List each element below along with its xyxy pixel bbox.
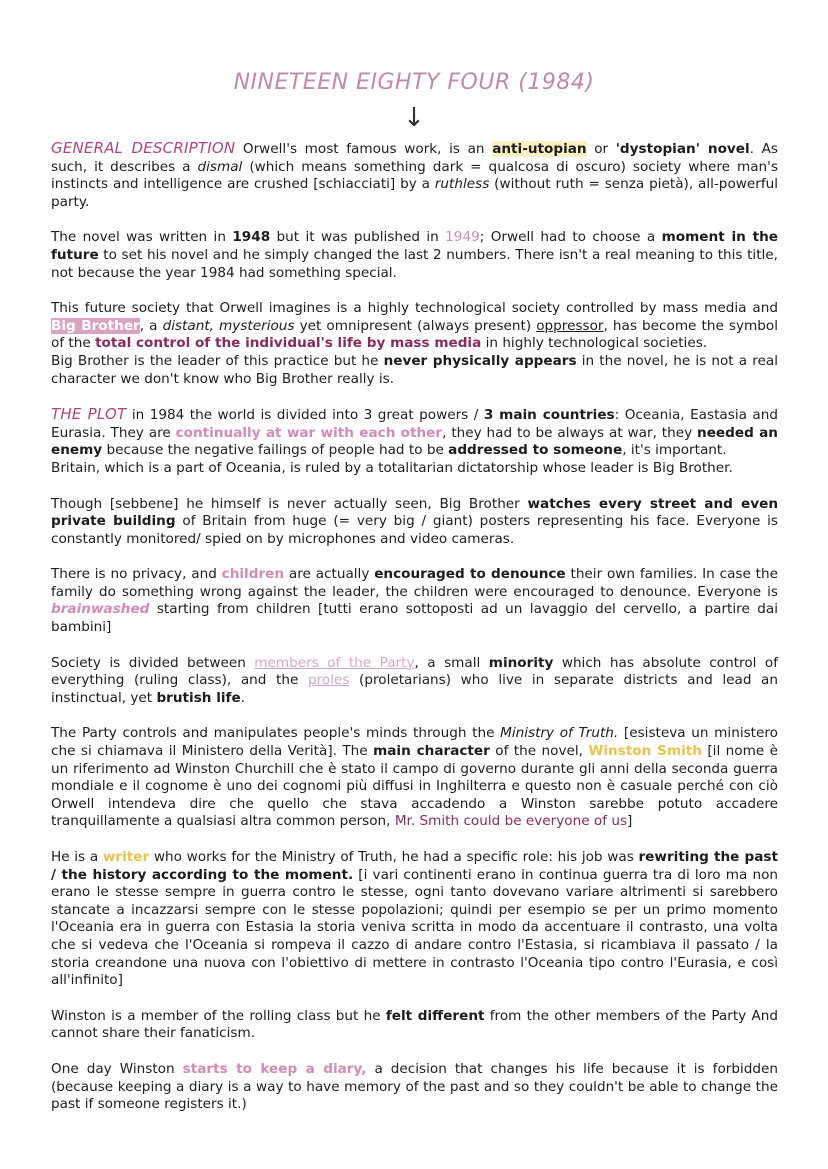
paragraph-writer — [51, 849, 778, 990]
text: (proletarians) who live in separate districts and lead an instinctual, yet — [51, 672, 778, 706]
text: Britain, which is a part of Oceania, is ruled by a totalitarian dictatorship whose leader is Big Brother. — [51, 459, 733, 476]
page-title: NINETEEN EIGHTY FOUR (1984) — [233, 70, 595, 95]
pink-keep-a-diary: starts to keep a diary, — [182, 1060, 367, 1077]
italic-ministry-of-truth: Ministry of Truth. — [500, 725, 619, 742]
text: of Britain from huge (= very big / giant) posters representing his face. Everyone is constantly monitored/ spied on by microphones and video cameras. — [51, 513, 778, 547]
text: One day Winston — [51, 1060, 183, 1077]
text: [i vari continenti erano in continua guerra tra di loro ma non erano le stesse sempre in guerra contro le stesse, ogni tanto dovevano variare altrimenti si sarebbero stancate a incazzarsi sempre con le stesse popolazioni; quindi per esempio se per un primo momento l'Oceania era in guerra con Estasia la storia veniva scritta in modo da accentuare il contrasto, una volta che si vedeva che l'Oceania si rompeva il cazzo di andare contro l'Estasia, si ricambiava il passato / la storia creandone una nuova con l'obiettivo di mettere in contrasto l'Oceania tipo contro l'Eurasia, e così all'infinito] — [51, 866, 779, 989]
gold-writer: writer — [102, 849, 150, 865]
paragraph-surveillance — [51, 496, 778, 549]
pink-brainwashed: brainwashed — [51, 601, 150, 618]
text: yet omnipresent (always present) — [294, 317, 537, 334]
paragraph-ministry-of-truth — [51, 725, 778, 831]
text: , it's important. — [622, 442, 727, 459]
text: . As such, it describes a — [51, 141, 778, 175]
text: a decision that changes his life because it is forbidden (because keeping a diary is a way to have memory of the past and so they couldn't be able to change the past if someone registers it.) — [51, 1060, 778, 1113]
year-1949: 1949 — [445, 229, 480, 246]
text: The Party controls and manipulates people's minds through the — [51, 725, 501, 742]
text: from the other members of the Party And cannot share their fanaticism. — [51, 1007, 778, 1042]
pink-continually-at-war: continually at war with each other — [175, 424, 443, 441]
gold-winston-smith: Winston Smith — [588, 743, 702, 760]
text: [esisteva un ministero che si chiamava il Ministero della Verità]. The — [51, 725, 778, 760]
text: Winston is a member of the rolling class but he — [51, 1007, 386, 1024]
text: are actually — [284, 566, 375, 583]
text: [il nome è un riferimento ad Winston Churchill che è stato il campo di governo durante gli anni della seconda guerra mondiale e il cognome è uno dei cognomi più diffusi in Inghilterra e questo non è casuale perché con ciò Orwell intendeva dire che quello che stava accadendo a Winston sarebbe potuto accadere tranquillamente a qualsiasi altra common person, — [51, 743, 778, 830]
paragraph-society — [51, 655, 778, 708]
text: ] — [627, 813, 633, 830]
down-arrow-icon: ↓ — [403, 103, 425, 133]
paragraph-felt-different — [51, 1008, 778, 1043]
pink-children: children — [221, 566, 285, 583]
bold-addressed-to-someone: addressed to someone — [448, 442, 623, 459]
paragraph-no-privacy — [51, 566, 778, 636]
text: Society is divided between — [51, 654, 255, 671]
text: (which means something dark = qualcosa di oscuro) society where man's instincts and intelligence are crushed [schiacciati] by a — [51, 158, 778, 193]
paragraph-general-description — [51, 140, 778, 211]
paragraph-big-brother — [51, 300, 778, 388]
text: to set his novel and he simply changed the last 2 numbers. There isn't a real meaning to this title, not because the year 1984 had something special. — [51, 246, 778, 281]
text: because the negative failings of people had to be — [102, 442, 449, 459]
text: in 1984 the world is divided into 3 great powers / — [126, 407, 484, 424]
italic-ruthless: ruthless — [434, 176, 490, 193]
paragraph-the-plot — [51, 406, 778, 477]
bold-rewriting-the-past: rewriting the past / the history according to the moment. — [51, 849, 778, 883]
bold-1948: 1948 — [232, 229, 271, 246]
text: , they had to be always at war, they — [442, 424, 698, 441]
plum-mr-smith: Mr. Smith could be everyone of us — [394, 813, 628, 830]
text: or — [586, 141, 616, 157]
text: He is a — [51, 849, 103, 865]
text: . — [240, 689, 245, 706]
highlight-big-brother: Big Brother — [51, 317, 140, 334]
bold-watches-every-street: watches every street and even private building — [51, 495, 778, 530]
text: in highly technological societies. — [481, 335, 708, 352]
text: in the novel, he is not a real character we don't know who Big Brother really is. — [51, 352, 778, 387]
bold-dystopian-novel: 'dystopian' novel — [615, 141, 750, 157]
text: which has absolute control of everything (ruling class), and the — [51, 654, 778, 689]
document-body — [51, 140, 778, 1132]
paragraph-diary — [51, 1061, 778, 1114]
text: This future society that Orwell imagines is a highly technological society controlled by mass media and — [51, 300, 778, 317]
text: who works for the Ministry of Truth, he had a specific role: his job was — [149, 849, 639, 865]
bold-minority: minority — [488, 654, 554, 671]
underline-members-of-party: members of the Party — [254, 654, 415, 671]
bold-moment-in-future: moment in the future — [51, 229, 778, 263]
text: , has become the symbol of the — [51, 317, 778, 352]
bold-never-appears: never physically appears — [383, 352, 577, 369]
section-heading-the-plot: THE PLOT — [51, 405, 127, 424]
text: Though [sebbene] he himself is never actually seen, Big Brother — [51, 495, 528, 512]
italic-distant-mysterious: distant, mysterious — [162, 317, 295, 334]
italic-dismal: dismal — [197, 158, 243, 175]
underline-oppressor: oppressor — [536, 317, 604, 334]
bold-needed-an-enemy: needed an enemy — [51, 424, 778, 459]
text: ; Orwell had to choose a — [479, 229, 662, 246]
text: The novel was written in — [51, 229, 233, 246]
underline-proles: proles — [307, 672, 350, 689]
paragraph-publication — [51, 229, 778, 282]
bold-main-character: main character — [373, 743, 490, 760]
bold-3-main-countries: 3 main countries — [483, 407, 615, 424]
text: : Oceania, Eastasia and Eurasia. They are — [51, 407, 778, 441]
text: There is no privacy, and — [51, 566, 222, 583]
bold-encouraged-to-denounce: encouraged to denounce — [374, 566, 566, 583]
text: Orwell's most famous work, is an — [235, 141, 493, 157]
bold-total-control: total control of the individual's life by mass media — [95, 335, 482, 352]
highlight-anti-utopian: anti-utopian — [492, 141, 587, 157]
section-heading-general-description: GENERAL DESCRIPTION — [51, 139, 236, 157]
bold-felt-different: felt different — [385, 1007, 485, 1024]
text: but it was published in — [270, 229, 446, 246]
text: their own families. In case the family do something wrong against the leader, the children were encouraged to denounce. Everyone is — [51, 566, 778, 600]
text: of the novel, — [489, 743, 589, 760]
text: , a — [139, 317, 163, 334]
bold-brutish-life: brutish life — [156, 689, 241, 706]
text: , a small — [414, 654, 489, 671]
text: (without ruth = senza pietà), all-powerful party. — [51, 176, 779, 210]
text: Big Brother is the leader of this practice but he — [51, 352, 384, 369]
text: starting from children [tutti erano sottoposti ad un lavaggio del cervello, a partire dai bambini] — [51, 601, 778, 636]
